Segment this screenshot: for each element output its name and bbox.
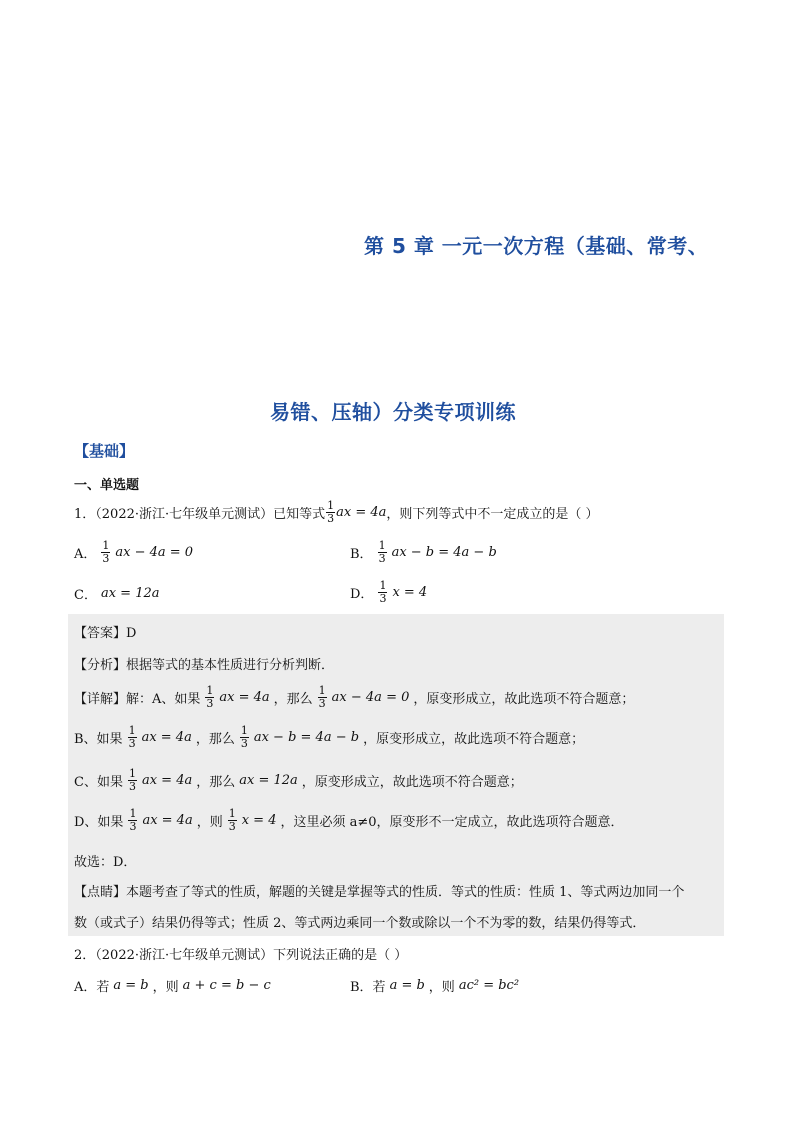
q1-option-c xyxy=(74,584,160,603)
fraction-den: 3 xyxy=(128,737,136,750)
q1-stem-suffix: ，则下列等式中不一定成立的是（ ） xyxy=(386,507,599,522)
fraction-num: 1 xyxy=(240,724,248,737)
option-label: A． xyxy=(74,547,97,562)
fraction xyxy=(128,808,137,833)
detail-text: B、如果 xyxy=(74,732,123,747)
fraction-den: 3 xyxy=(318,697,326,710)
option-eq: a = b xyxy=(113,978,149,993)
option-label: A．若 xyxy=(74,980,110,995)
detail-text: D、如果 xyxy=(74,815,124,830)
detail-eq: ax = 4a xyxy=(142,813,193,828)
q1-comment-line1: 【点睛】本题考查了等式的性质，解题的关键是掌握等式的性质．等式的性质：性质 1、等式两边加同一个 xyxy=(74,885,685,900)
detail-text: ，则 xyxy=(196,815,223,830)
q2-stem: 2．（2022·浙江·七年级单元测试）下列说法正确的是（ ） xyxy=(74,948,408,963)
fraction-den: 3 xyxy=(327,512,335,525)
fraction xyxy=(128,725,137,750)
option-eq: ax − b = 4a − b xyxy=(391,545,497,560)
detail-text: ，那么 xyxy=(195,732,235,747)
option-text: ，则 xyxy=(152,980,179,995)
detail-eq: ax − 4a = 0 xyxy=(331,690,410,705)
detail-text: ，那么 xyxy=(273,692,313,707)
fraction xyxy=(326,500,335,525)
fraction-den: 3 xyxy=(129,820,137,833)
fraction-num: 1 xyxy=(327,499,335,512)
detail-eq: ax − b = 4a − b xyxy=(253,730,360,745)
fraction xyxy=(240,725,249,750)
detail-text: ，原变形成立，故此选项不符合题意； xyxy=(301,775,523,790)
q1-option-b xyxy=(350,540,497,565)
option-eq: a = b xyxy=(389,978,425,993)
detail-eq: ax = 12a xyxy=(239,773,298,788)
fraction-den: 3 xyxy=(128,780,136,793)
fraction xyxy=(378,540,387,565)
fraction-num: 1 xyxy=(378,539,386,552)
q1-choice: 故选：D． xyxy=(74,855,137,870)
fraction xyxy=(101,540,110,565)
detail-text: ，那么 xyxy=(196,775,236,790)
option-label: C． xyxy=(74,588,97,603)
detail-eq: ax = 4a xyxy=(141,773,193,788)
detail-text: ，这里必须 a≠0，原变形不一定成立，故此选项符合题意． xyxy=(280,815,624,830)
fraction-num: 1 xyxy=(128,724,136,737)
subsection-heading: 一、单选题 xyxy=(74,478,140,493)
option-label: B． xyxy=(350,547,373,562)
q1-option-d xyxy=(350,580,427,605)
fraction-den: 3 xyxy=(379,592,387,605)
q1-detail-c xyxy=(74,768,523,793)
option-label: B．若 xyxy=(350,980,386,995)
q1-detail-b xyxy=(74,725,584,750)
q1-answer: 【答案】D xyxy=(74,626,137,641)
page-title-line2: 易错、压轴）分类专项训练 xyxy=(270,400,516,424)
option-eq: ax = 12a xyxy=(100,586,160,601)
detail-text: 【详解】解：A、如果 xyxy=(74,692,201,707)
q1-analysis: 【分析】根据等式的基本性质进行分析判断． xyxy=(74,658,335,673)
fraction-den: 3 xyxy=(206,697,214,710)
page-title-line1: 第 5 章 一元一次方程（基础、常考、 xyxy=(364,234,709,258)
detail-eq: ax = 4a xyxy=(219,690,270,705)
q1-detail-d xyxy=(74,808,624,833)
fraction-den: 3 xyxy=(240,737,248,750)
detail-eq: x = 4 xyxy=(241,813,277,828)
option-eq: x = 4 xyxy=(392,585,428,600)
fraction-den: 3 xyxy=(378,552,386,565)
q2-option-b xyxy=(350,976,519,995)
fraction xyxy=(228,808,237,833)
detail-text: ，原变形成立，故此选项不符合题意； xyxy=(363,732,585,747)
fraction xyxy=(378,580,387,605)
fraction-num: 1 xyxy=(129,807,137,820)
fraction-den: 3 xyxy=(102,552,110,565)
fraction xyxy=(205,685,214,710)
fraction xyxy=(128,768,137,793)
fraction-num: 1 xyxy=(318,684,326,697)
option-eq: ac² = bc² xyxy=(458,978,520,993)
fraction-num: 1 xyxy=(379,579,387,592)
detail-text: ，原变形成立，故此选项不符合题意； xyxy=(413,692,635,707)
q1-detail-a xyxy=(74,685,634,710)
detail-text: C、如果 xyxy=(74,775,123,790)
fraction-den: 3 xyxy=(228,820,236,833)
q1-stem-prefix: 1．（2022·浙江·七年级单元测试）已知等式 xyxy=(74,507,326,522)
fraction-num: 1 xyxy=(102,539,110,552)
q1-comment-line2: 数（或式子）结果仍得等式；性质 2、等式两边乘同一个数或除以一个不为零的数，结果仍得等式． xyxy=(74,916,646,931)
option-eq: a + c = b − c xyxy=(182,978,271,993)
option-label: D． xyxy=(350,587,374,602)
fraction-num: 1 xyxy=(228,807,236,820)
fraction xyxy=(318,685,327,710)
detail-eq: ax = 4a xyxy=(141,730,192,745)
q1-stem-eq: ax = 4a xyxy=(336,505,387,520)
option-text: ，则 xyxy=(428,980,455,995)
fraction-num: 1 xyxy=(128,767,136,780)
q1-stem xyxy=(74,500,599,525)
q2-option-a xyxy=(74,976,271,995)
fraction-num: 1 xyxy=(206,684,214,697)
section-heading: 【基础】 xyxy=(74,442,135,460)
q1-option-a xyxy=(74,540,193,565)
option-eq: ax − 4a = 0 xyxy=(115,545,194,560)
